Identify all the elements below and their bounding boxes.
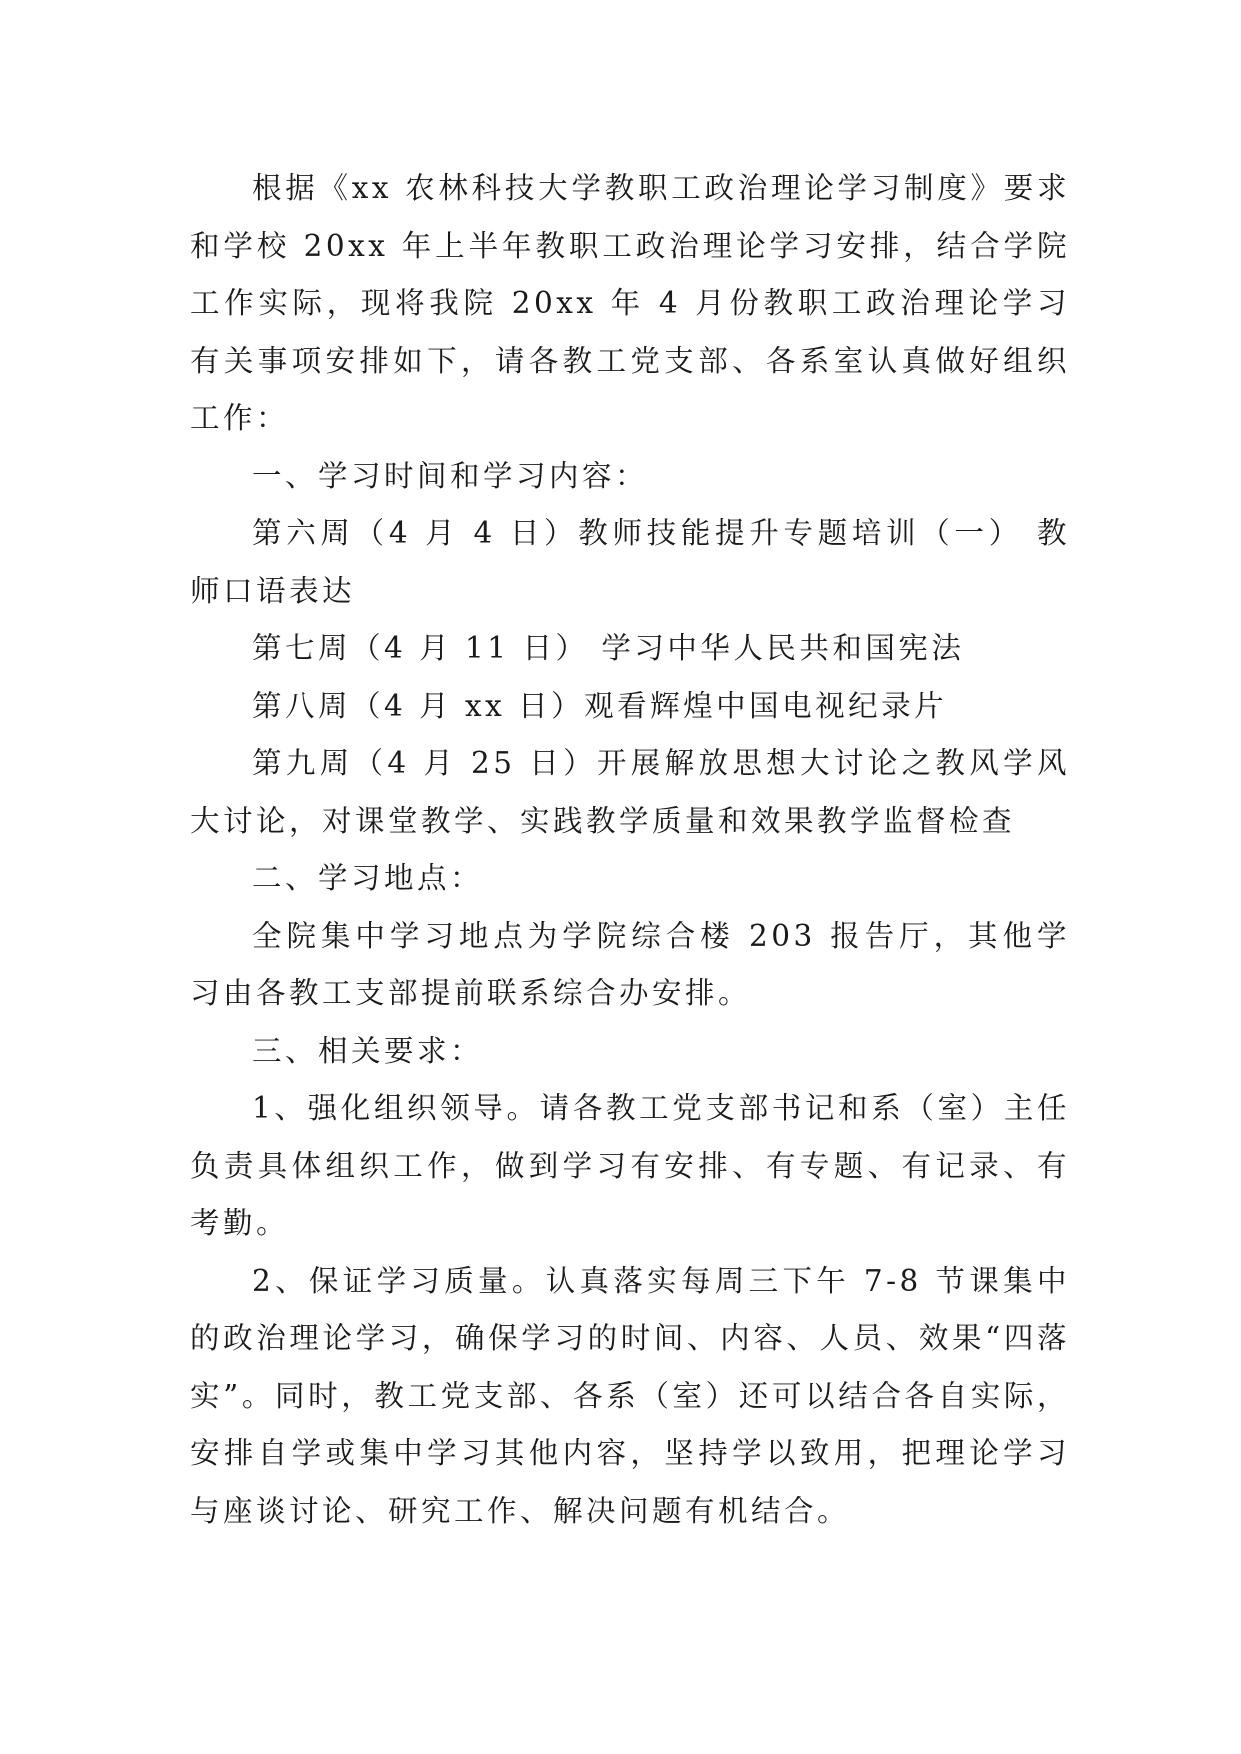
requirement-2: 2、保证学习质量。认真落实每周三下午 7-8 节课集中的政治理论学习，确保学习的时间、内容、人员、效果“四落实”。同时，教工党支部、各系（室）还可以结合各自实际，安排自学或集中学习其他内容，坚持学以致用，把理论学习与座谈讨论、研究工作、解决问题有机结合。 — [190, 1263, 1070, 1528]
document-page — [190, 160, 1070, 1540]
section-heading-requirements: 三、相关要求： — [252, 1033, 484, 1068]
schedule-week-6: 第六周（4 月 4 日）教师技能提升专题培训（一） 教师口语表达 — [190, 516, 1070, 608]
schedule-week-8: 第八周（4 月 xx 日）观看辉煌中国电视纪录片 — [252, 688, 948, 723]
schedule-week-7: 第七周（4 月 11 日） 学习中华人民共和国宪法 — [252, 631, 965, 665]
section-heading-time-content: 一、学习时间和学习内容： — [252, 458, 649, 493]
location-paragraph: 全院集中学习地点为学院综合楼 203 报告厅，其他学习由各教工支部提前联系综合办安排。 — [190, 918, 1070, 1010]
requirement-1: 1、强化组织领导。请各教工党支部书记和系（室）主任负责具体组织工作，做到学习有安排、有专题、有记录、有考勤。 — [190, 1091, 1070, 1240]
intro-paragraph: 根据《xx 农林科技大学教职工政治理论学习制度》要求和学校 20xx 年上半年教职工政治理论学习安排，结合学院工作实际，现将我院 20xx 年 4 月份教职工政治理论学习有关事项安排如下，请各教工党支部、各系室认真做好组织工作： — [190, 171, 1070, 435]
section-heading-location: 二、学习地点： — [252, 861, 484, 895]
schedule-week-9: 第九周（4 月 25 日）开展解放思想大讨论之教风学风大讨论，对课堂教学、实践教学质量和效果教学监督检查 — [190, 746, 1070, 838]
